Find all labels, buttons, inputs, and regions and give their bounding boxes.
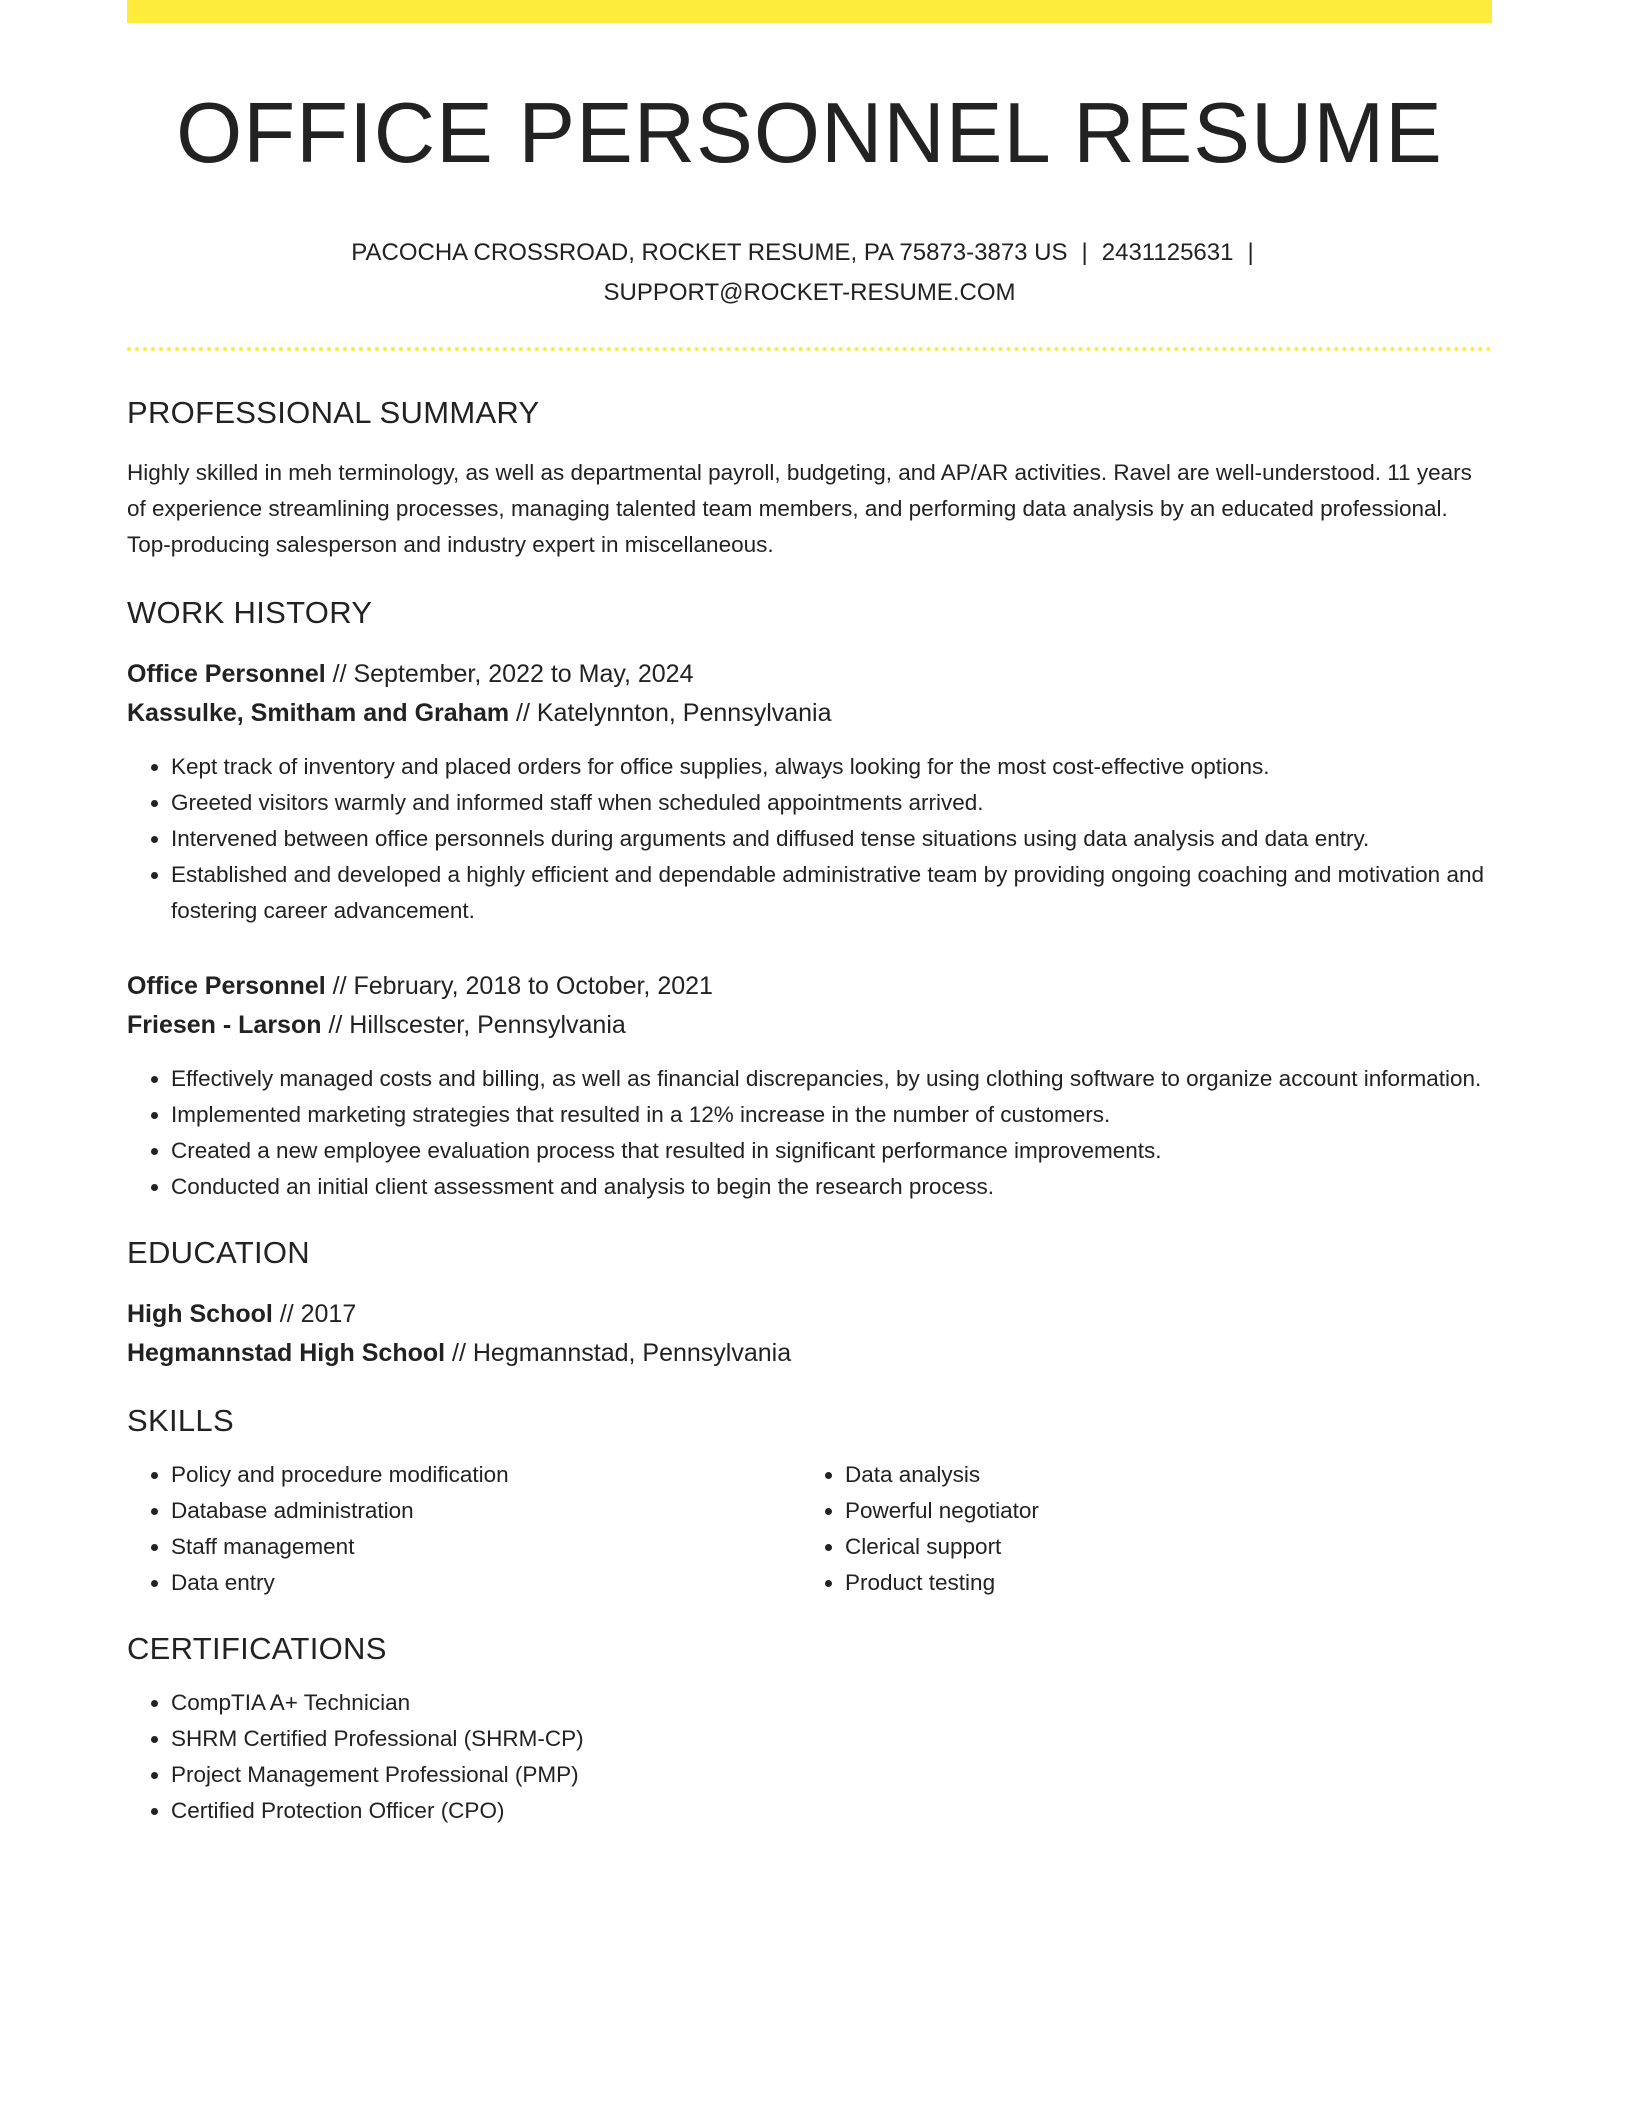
contact-address: PACOCHA CROSSROAD, ROCKET RESUME, PA 75873-3873 US: [351, 238, 1068, 266]
section-title: EDUCATION: [127, 1234, 310, 1270]
list-item: • Certified Protection Officer (CPO): [171, 1793, 1492, 1829]
job-location: // Katelynnton, Pennsylvania: [509, 698, 832, 727]
education-entry: [127, 1295, 1492, 1373]
contact-info: [310, 233, 1310, 313]
list-item: • Data analysis: [845, 1457, 1475, 1493]
job-entry: [127, 655, 1492, 929]
job-location: // Hillscester, Pennsylvania: [321, 1010, 626, 1039]
job-bullets: [127, 749, 1492, 929]
education-location: // Hegmannstad, Pennsylvania: [445, 1338, 792, 1367]
list-item: • SHRM Certified Professional (SHRM-CP): [171, 1721, 1492, 1757]
skills-list-right: [801, 1457, 1475, 1601]
list-item: • Policy and procedure modification: [171, 1457, 801, 1493]
list-item: • Created a new employee evaluation process that resulted in significant performance improvements.: [171, 1133, 1492, 1169]
section-education: [127, 1235, 1492, 1373]
list-item: • Implemented marketing strategies that resulted in a 12% increase in the number of customers.: [171, 1097, 1492, 1133]
list-item: • Project Management Professional (PMP): [171, 1757, 1492, 1793]
section-title: SKILLS: [127, 1402, 234, 1438]
contact-phone: 2431125631: [1101, 238, 1234, 266]
summary-text: Highly skilled in meh terminology, as well as departmental payroll, budgeting, and AP/AR activities. Ravel are well-understood. 11 years of experience streamlining processes, managing talented team members, and performing data analysis by an educated professional. Top-producing salesperson and industry expert in miscellaneous.: [127, 459, 1472, 557]
job-role-line: [127, 967, 1492, 1006]
job-entry: [127, 967, 1492, 1205]
section-professional-summary: [127, 395, 1492, 563]
section-certifications: [127, 1631, 1492, 1829]
list-item: • Effectively managed costs and billing, as well as financial discrepancies, by using clothing software to organize account information.: [171, 1061, 1492, 1097]
education-school-line: [127, 1334, 1492, 1373]
job-company: Friesen - Larson: [127, 1010, 322, 1039]
resume-title: OFFICE PERSONNEL RESUME: [176, 86, 1443, 181]
job-company-line: [127, 1006, 1492, 1045]
list-item: • Greeted visitors warmly and informed staff when scheduled appointments arrived.: [171, 785, 1492, 821]
education-year: // 2017: [272, 1299, 357, 1328]
section-title: WORK HISTORY: [127, 594, 373, 630]
job-role: Office Personnel: [127, 659, 326, 688]
skills-columns: [127, 1457, 1492, 1601]
list-item: • Kept track of inventory and placed orders for office supplies, always looking for the most cost-effective options.: [171, 749, 1492, 785]
list-item: • Staff management: [171, 1529, 801, 1565]
job-company: Kassulke, Smitham and Graham: [127, 698, 510, 727]
section-title: PROFESSIONAL SUMMARY: [127, 394, 540, 430]
contact-separator: |: [1247, 238, 1254, 266]
contact-email[interactable]: SUPPORT@ROCKET-RESUME.COM: [603, 278, 1016, 306]
list-item: • CompTIA A+ Technician: [171, 1685, 1492, 1721]
list-item: • Intervened between office personnels during arguments and diffused tense situations using data analysis and data entry.: [171, 821, 1492, 857]
list-item: • Conducted an initial client assessment and analysis to begin the research process.: [171, 1169, 1492, 1205]
job-dates: // September, 2022 to May, 2024: [325, 659, 694, 688]
job-role: Office Personnel: [127, 971, 326, 1000]
list-item: • Database administration: [171, 1493, 801, 1529]
list-item: • Data entry: [171, 1565, 801, 1601]
contact-separator: |: [1081, 238, 1088, 266]
resume-page: [127, 0, 1492, 1829]
job-company-line: [127, 694, 1492, 733]
list-item: • Powerful negotiator: [845, 1493, 1475, 1529]
skills-list-left: [127, 1457, 801, 1601]
job-dates: // February, 2018 to October, 2021: [325, 971, 713, 1000]
section-work-history: [127, 595, 1492, 1205]
education-degree: High School: [127, 1299, 273, 1328]
dotted-divider: [127, 347, 1492, 351]
list-item: • Clerical support: [845, 1529, 1475, 1565]
accent-top-bar: [127, 0, 1492, 23]
list-item: • Established and developed a highly efficient and dependable administrative team by providing ongoing coaching and motivation and fostering career advancement.: [171, 857, 1492, 929]
job-bullets: [127, 1061, 1492, 1205]
job-role-line: [127, 655, 1492, 694]
list-item: • Product testing: [845, 1565, 1475, 1601]
education-degree-line: [127, 1295, 1492, 1334]
section-skills: [127, 1403, 1492, 1601]
education-school: Hegmannstad High School: [127, 1338, 446, 1367]
section-title: CERTIFICATIONS: [127, 1630, 387, 1666]
certifications-list: [127, 1685, 1492, 1829]
